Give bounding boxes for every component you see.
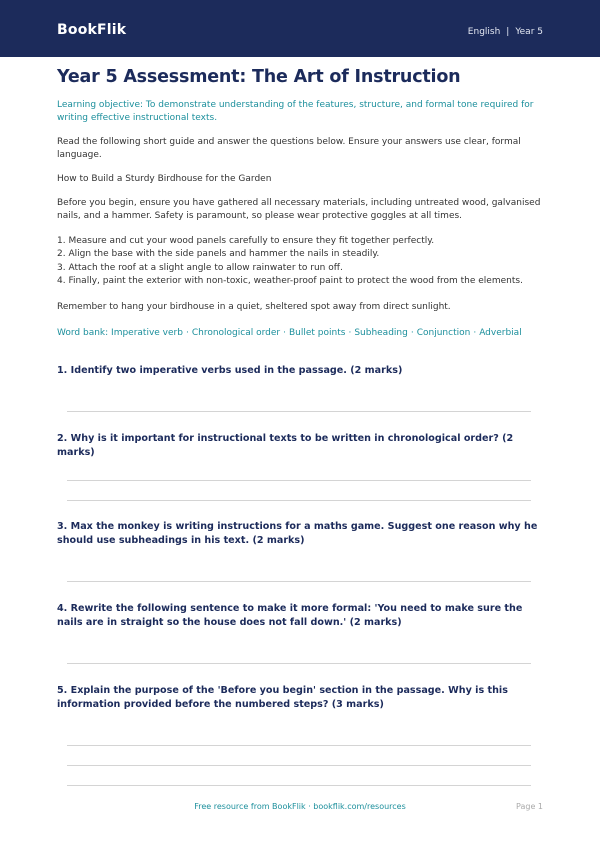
step-item: 1. Measure and cut your wood panels carefully to ensure they fit together perfectly. <box>57 236 435 246</box>
answer-line[interactable] <box>67 500 531 501</box>
subject-label: English <box>467 27 501 37</box>
steps-list <box>57 235 543 289</box>
answer-line[interactable] <box>67 480 531 481</box>
brand-logo[interactable]: BookFlik <box>57 22 127 38</box>
answer-line[interactable] <box>67 663 531 664</box>
question-5: 5. Explain the purpose of the 'Before you begin' section in the passage. Why is this information provided before the numbered steps? (3 marks) <box>57 685 508 710</box>
word-bank-word: Imperative verb <box>111 327 183 338</box>
answer-line[interactable] <box>67 581 531 582</box>
remember-text: Remember to hang your birdhouse in a quiet, sheltered spot away from direct sunlight. <box>57 301 451 312</box>
page-number: Page 1 <box>516 802 543 811</box>
footer-link[interactable]: Free resource from BookFlik · bookflik.com/resources <box>194 802 406 811</box>
guide-title: How to Build a Sturdy Birdhouse for the Garden <box>57 174 272 184</box>
word-bank-word: Subheading <box>354 327 408 338</box>
question-3: 3. Max the monkey is writing instructions for a maths game. Suggest one reason why he should use subheadings in his text. (2 marks) <box>57 521 538 546</box>
word-bank-word: Adverbial <box>479 327 522 338</box>
word-bank-word: Conjunction <box>416 327 471 338</box>
question-4: 4. Rewrite the following sentence to make it more formal: 'You need to make sure the nails are in straight so the house does not fall down.' (2 marks) <box>57 603 523 628</box>
answer-line[interactable] <box>67 411 531 412</box>
page-header <box>0 0 600 57</box>
word-bank-word: Chronological order <box>191 327 281 338</box>
answer-line[interactable] <box>67 745 531 746</box>
word-bank-word: Bullet points <box>288 327 346 338</box>
answer-line[interactable] <box>67 765 531 766</box>
question-1: 1. Identify two imperative verbs used in the passage. (2 marks) <box>57 365 403 376</box>
intro-text: Read the following short guide and answer the questions below. Ensure your answers use clear, formal language. <box>57 137 521 160</box>
question-2: 2. Why is it important for instructional texts to be written in chronological order? (2 marks) <box>57 433 514 458</box>
step-item: 4. Finally, paint the exterior with non-toxic, weather-proof paint to protect the wood from the elements. <box>57 276 523 287</box>
year-label: Year 5 <box>515 27 543 37</box>
subject-year <box>468 27 543 37</box>
learning-objective: Learning objective: To demonstrate understanding of the features, structure, and formal tone required for writing effective instructional texts. <box>57 100 534 123</box>
worksheet-content <box>57 64 543 340</box>
page-title: Year 5 Assessment: The Art of Instruction <box>57 67 461 87</box>
word-bank-label: Word bank: <box>57 327 109 338</box>
word-bank: Word bank: Imperative verb · Chronological order · Bullet points · Subheading · Conjunction · Adverbial <box>57 327 522 338</box>
separator: | <box>506 27 510 37</box>
before-you-begin-text: Before you begin, ensure you have gathered all necessary materials, including untreated wood, galvanised nails, and a hammer. Safety is paramount, so please wear protective goggles at all times. <box>57 198 541 221</box>
step-item: 3. Attach the roof at a slight angle to allow rainwater to run off. <box>57 262 343 273</box>
step-item: 2. Align the base with the side panels and hammer the nails in steadily. <box>57 249 380 260</box>
answer-line[interactable] <box>67 785 531 786</box>
